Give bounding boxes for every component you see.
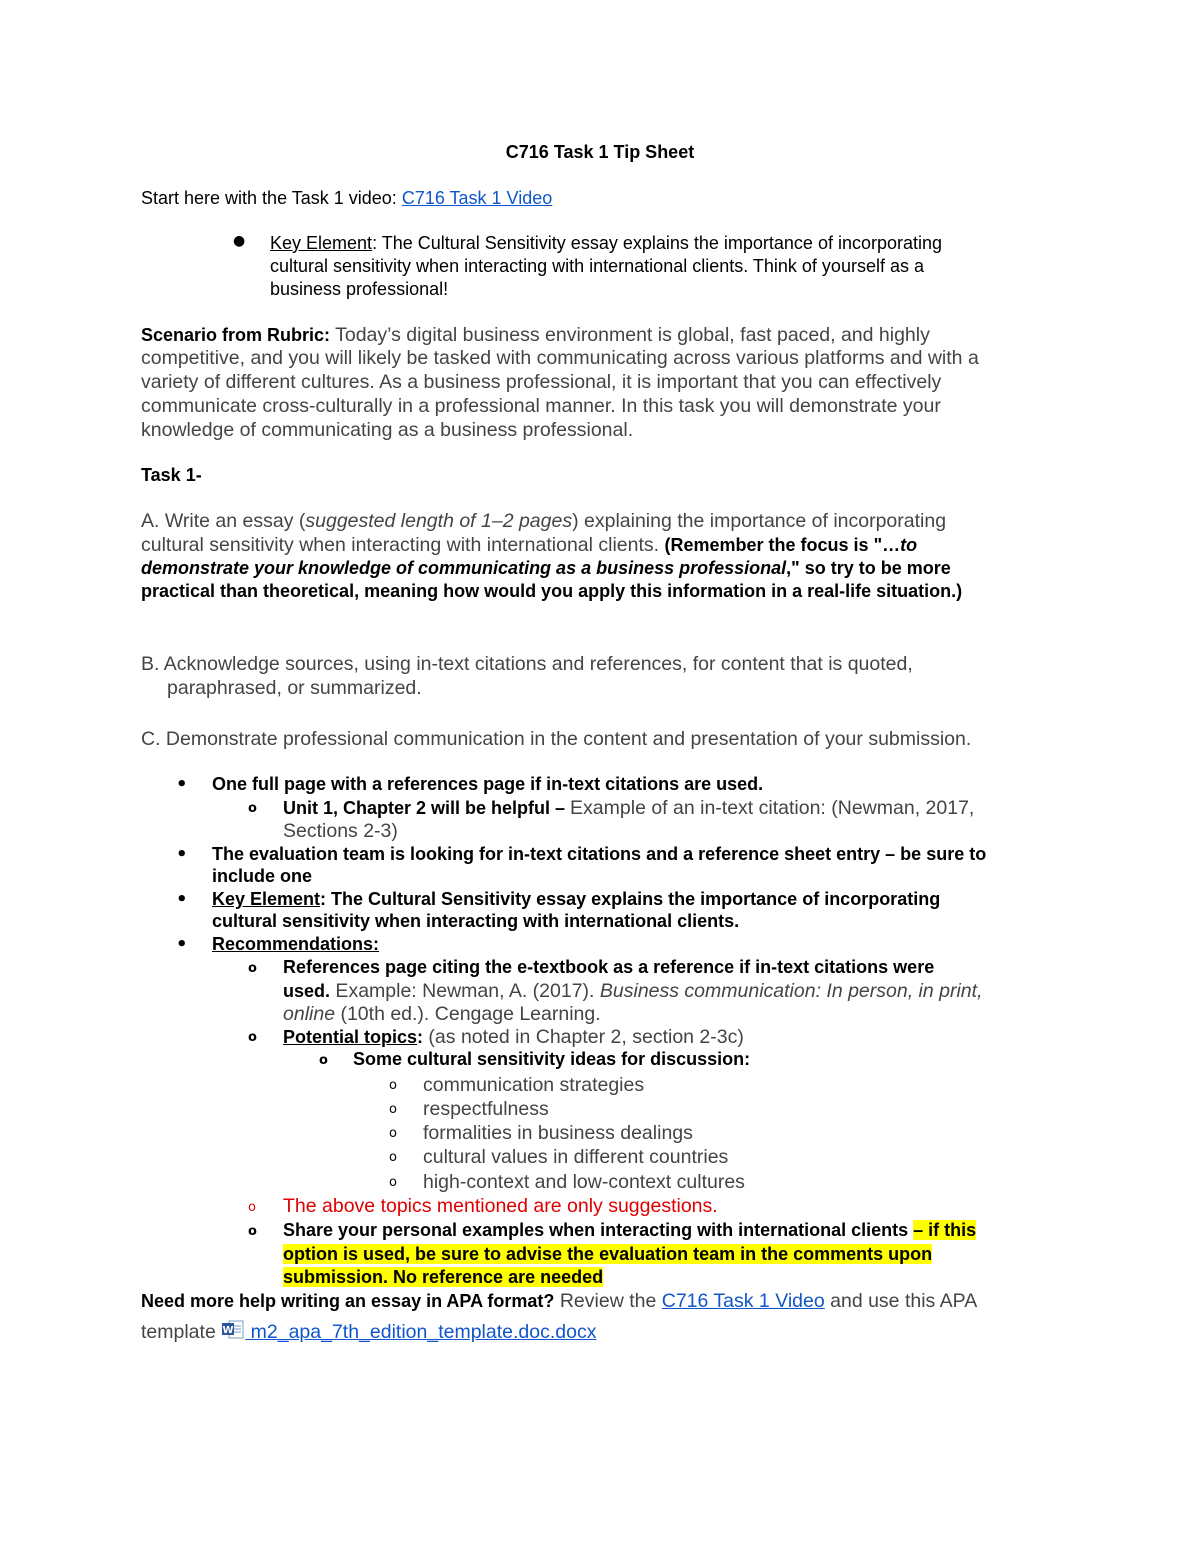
bullet-1-sub-line-1 (283, 797, 974, 820)
bullet-3-line-1 (212, 889, 940, 910)
footer-line-1 (141, 1290, 977, 1313)
template-file-name: m2_apa_7th_edition_template.doc.docx (245, 1321, 597, 1343)
part-a-text-2: ) explaining the importance of incorporating (572, 510, 947, 532)
rec-1-line-3 (283, 1003, 601, 1026)
idea-item: high-context and low-context cultures (423, 1171, 745, 1193)
scenario-line-3: variety of different cultures. As a business professional, it is important that you can effectively (141, 371, 942, 393)
sub-bullet-marker: o (248, 961, 257, 976)
part-a-text: A. Write an essay ( (141, 510, 306, 532)
svg-text:W: W (222, 1325, 234, 1336)
page-title: C716 Task 1 Tip Sheet (505, 142, 695, 162)
rec-3-note: The above topics mentioned are only suggestions. (283, 1195, 718, 1217)
bullet-3-text: : The Cultural Sensitivity essay explains the importance of incorporating (320, 889, 941, 909)
key-element-line-1 (270, 233, 942, 254)
potential-topics-text: (as noted in Chapter 2, section 2-3c) (423, 1026, 744, 1048)
scenario-line-5: knowledge of communicating as a business professional. (141, 419, 634, 441)
footer-text: Review the (554, 1290, 662, 1312)
footer-video-link[interactable]: C716 Task 1 Video (661, 1290, 825, 1312)
scenario-text: Today’s digital business environment is global, fast paced, and highly (330, 324, 930, 346)
bullet-dot: ● (233, 233, 246, 249)
video-link[interactable]: C716 Task 1 Video (401, 188, 553, 208)
part-a-bold: (Remember the focus is "… (664, 535, 901, 555)
key-element-line-2: cultural sensitivity when interacting with international clients. Think of yourself as a (270, 256, 924, 276)
part-a-bold-2: ," so try to be more (786, 558, 951, 578)
scenario-line-2: competitive, and you will likely be tasked with communicating across various platforms and with a (141, 347, 979, 369)
key-element-line-3: business professional! (270, 279, 449, 299)
task-heading: Task 1- (141, 465, 202, 485)
sub-bullet-marker: o (248, 1030, 257, 1045)
recommendations-label: Recommendations: (212, 934, 380, 954)
bullet-3-line-2: cultural sensitivity when interacting with international clients. (212, 911, 740, 931)
part-b-line-1: B. Acknowledge sources, using in-text citations and references, for content that is quoted, (141, 653, 913, 675)
potential-topics-label: Potential topics (283, 1027, 418, 1047)
part-a-bold-italic-2: demonstrate your knowledge of communicating as a business professional (141, 558, 787, 578)
ideas-heading: Some cultural sensitivity ideas for discussion: (353, 1049, 751, 1069)
key-element-text: : The Cultural Sensitivity essay explains the importance of incorporating (372, 233, 943, 253)
footer-line-2 (141, 1320, 596, 1346)
idea-item: cultural values in different countries (423, 1146, 729, 1168)
rec-4-line-3 (283, 1267, 603, 1288)
rec-4-text: Share your personal examples when interacting with international clients (283, 1220, 914, 1240)
idea-marker: o (389, 1102, 397, 1117)
part-a-line-4: practical than theoretical, meaning how would you apply this information in a real-life situation.) (141, 581, 963, 601)
rec-1-italic: Business communication: In person, in print, (599, 980, 983, 1002)
bullet-1-marker: • (176, 774, 188, 795)
rec-2-line (283, 1026, 744, 1049)
potential-topics-colon: : (417, 1027, 424, 1047)
part-a-italic: suggested length of 1–2 pages (305, 510, 573, 532)
idea-item: formalities in business dealings (423, 1122, 693, 1144)
sub-sub-bullet-marker: o (319, 1053, 328, 1068)
rec-1-line-2 (283, 980, 983, 1003)
bullet-3-label: Key Element (212, 889, 321, 909)
bullet-1-sub-bold: Unit 1, Chapter 2 will be helpful – (283, 798, 571, 818)
part-c-line: C. Demonstrate professional communication in the content and presentation of your submission. (141, 728, 972, 750)
bullet-1-sub-line-2: Sections 2-3) (283, 820, 398, 842)
rec-4-highlight: – if this (913, 1220, 977, 1240)
rec-1-text: Example: Newman, A. (2017). (330, 980, 600, 1002)
sub-bullet-marker: o (248, 1224, 257, 1239)
part-a-line-1 (141, 510, 946, 533)
key-element-label: Key Element (270, 233, 373, 253)
sub-bullet-marker: o (248, 801, 257, 816)
idea-marker: o (389, 1175, 397, 1190)
bullet-3-marker: • (176, 889, 188, 910)
rec-1-italic-2: online (283, 1003, 336, 1025)
rec-4-highlight-3: submission. No reference are needed (283, 1267, 604, 1287)
part-a-line-2 (141, 534, 917, 557)
scenario-line-4: communicate cross-culturally in a professional manner. In this task you will demonstrate your (141, 395, 941, 417)
rec-4-highlight-2: option is used, be sure to advise the evaluation team in the comments upon (283, 1244, 933, 1264)
idea-marker: o (389, 1078, 397, 1093)
template-file-link[interactable] (221, 1321, 596, 1343)
part-b-line-2: paraphrased, or summarized. (167, 677, 422, 699)
rec-4-line-2 (283, 1244, 932, 1265)
bullet-4-marker: • (176, 934, 188, 955)
idea-marker: o (389, 1150, 397, 1165)
part-a-bold-italic: to (900, 535, 918, 555)
rec-1-text-2: (10th ed.). Cengage Learning. (335, 1003, 601, 1025)
sub-bullet-marker: o (248, 1200, 256, 1215)
bullet-1-text: One full page with a references page if in-text citations are used. (212, 774, 764, 794)
footer-template-label: template (141, 1321, 222, 1343)
word-doc-icon (221, 1320, 245, 1346)
idea-marker: o (389, 1126, 397, 1141)
scenario-label: Scenario from Rubric: (141, 325, 331, 345)
rec-1-bold: used. (283, 981, 331, 1001)
footer-text-2: and use this APA (824, 1290, 978, 1312)
intro-line (141, 188, 552, 209)
idea-item: communication strategies (423, 1074, 645, 1096)
bullet-2-marker: • (176, 844, 188, 865)
intro-text: Start here with the Task 1 video: (141, 188, 402, 208)
part-a-text-3: cultural sensitivity when interacting with international clients. (141, 534, 665, 556)
bullet-2-line-1: The evaluation team is looking for in-text citations and a reference sheet entry – be sure to (212, 844, 987, 864)
bullet-1-sub-text: Example of an in-text citation: (Newman, 2017, (570, 797, 975, 819)
scenario-line-1 (141, 324, 930, 347)
footer-bold: Need more help writing an essay in APA format? (141, 1291, 555, 1311)
rec-1-line-1: References page citing the e-textbook as a reference if in-text citations were (283, 957, 935, 977)
part-a-line-3 (141, 558, 951, 579)
idea-item: respectfulness (423, 1098, 549, 1120)
bullet-2-line-2: include one (212, 866, 313, 886)
rec-4-line-1 (283, 1220, 976, 1241)
